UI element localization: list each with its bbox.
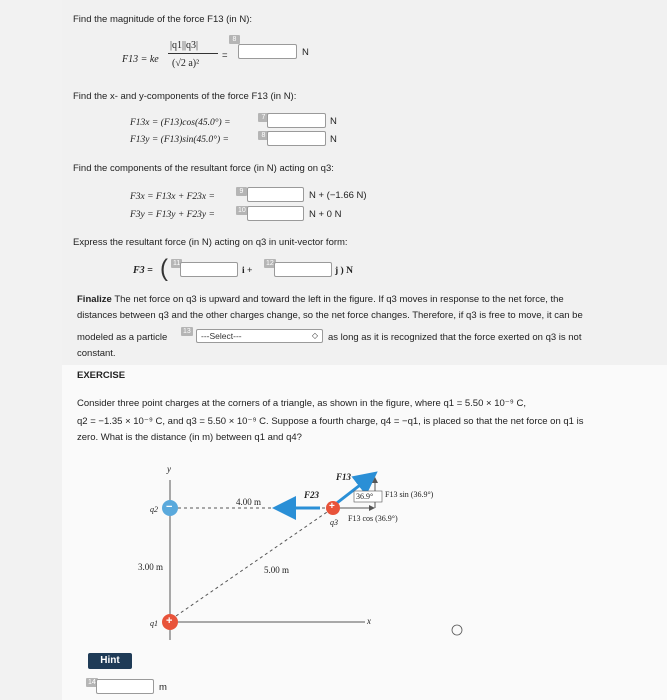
q4-j-badge: 12 — [266, 260, 274, 267]
finalize-badge: 13 — [183, 328, 191, 335]
y-axis-label: y — [167, 464, 171, 474]
q2-sign: − — [166, 501, 173, 513]
q4-i-label: i + — [242, 266, 253, 276]
q1-equals: = — [222, 50, 228, 61]
q4-lhs: F3 = — [133, 265, 153, 276]
finalize-bold: Finalize — [77, 294, 112, 305]
q1-numerator: |q1||q3| — [170, 40, 199, 51]
q3-x-badge: 9 — [236, 187, 247, 196]
q3-row-x: F3x = F13x + F23x = — [130, 192, 215, 202]
sin-component-label: F13 sin (36.9°) — [385, 490, 434, 499]
q3-y-badge: 10 — [238, 207, 246, 214]
q1-denominator: (√2 a)² — [172, 58, 200, 69]
q1-formula-lhs: F13 = ke — [122, 54, 159, 65]
finalize-text-4: constant. — [77, 348, 116, 359]
q3-prompt: Find the components of the resultant force (in N) acting on q3: — [73, 163, 334, 174]
q1-step-badge: 8 — [229, 35, 240, 44]
q4-j-label: j ) N — [335, 266, 353, 276]
q4-prompt: Express the resultant force (in N) acting on q3 in unit-vector form: — [73, 237, 348, 248]
exercise-line-3: zero. What is the distance (in m) between q1 and q4? — [77, 432, 302, 443]
select-chevron-icon: ◇ — [311, 331, 318, 340]
select-value: ---Select--- — [201, 331, 242, 341]
q2-label: q2 — [150, 505, 158, 514]
q3-suffix-y: N + 0 N — [309, 209, 342, 220]
q2-unit-y: N — [330, 134, 337, 145]
q3-row-y: F3y = F13y + F23y = — [130, 210, 215, 220]
finalize-text-3-post: as long as it is recognized that the force exerted on q3 is not — [328, 332, 582, 343]
f13-label: F13 — [336, 472, 352, 482]
info-circle-icon — [452, 625, 462, 635]
q1-label: q1 — [150, 619, 158, 628]
q2-y-badge: 8 — [258, 131, 269, 140]
q2-row-x: F13x = (F13)cos(45.0°) = — [130, 118, 231, 128]
distance-answer-input[interactable] — [96, 679, 154, 694]
finalize-text-3-pre: modeled as a particle — [77, 332, 168, 343]
q2-prompt: Find the x- and y-components of the force F13 (in N): — [73, 91, 297, 102]
angle-label: 36.9° — [356, 492, 374, 501]
finalize-text-2: distances between q3 and the other charges change, so the net force changes. Therefore, if q3 is free to move, it can be — [77, 310, 583, 321]
q4-i-badge: 11 — [173, 260, 181, 267]
q1-sign: + — [166, 615, 173, 627]
q1-prompt: Find the magnitude of the force F13 (in N): — [73, 14, 253, 25]
hypotenuse — [176, 510, 330, 616]
q3-label: q3 — [330, 518, 338, 527]
distance-left-label: 3.00 m — [138, 562, 164, 572]
q2-unit-x: N — [330, 116, 337, 127]
open-paren: ( — [160, 255, 168, 282]
exercise-heading: EXERCISE — [77, 370, 126, 381]
q3-suffix-x: N + (−1.66 N) — [309, 190, 367, 201]
answer-badge: 14 — [88, 679, 96, 686]
exercise-line-1: Consider three point charges at the corners of a triangle, as shown in the figure, where q1 = 5.50 × 10⁻⁹ C, — [77, 398, 526, 409]
f23-label: F23 — [304, 490, 320, 500]
exercise-line-2: q2 = −1.35 × 10⁻⁹ C, and q3 = 5.50 × 10⁻⁹ C. Suppose a fourth charge, q4 = −q1, is placed so that the net force on q1 is — [77, 416, 584, 427]
q2-row-y: F13y = (F13)sin(45.0°) = — [130, 135, 229, 145]
q1-unit: N — [302, 47, 309, 58]
answer-unit: m — [159, 682, 167, 693]
finalize-text-1: The net force on q3 is upward and toward the left in the figure. If q3 moves in response to the net force, the — [114, 294, 564, 305]
distance-top-label: 4.00 m — [236, 497, 262, 507]
q3-sign: + — [329, 501, 335, 512]
hint-button[interactable]: Hint — [88, 653, 132, 669]
distance-hyp-label: 5.00 m — [264, 565, 290, 575]
q2-x-badge: 7 — [258, 113, 269, 122]
cos-component-label: F13 cos (36.9°) — [348, 514, 398, 523]
x-axis-label: x — [367, 616, 371, 626]
